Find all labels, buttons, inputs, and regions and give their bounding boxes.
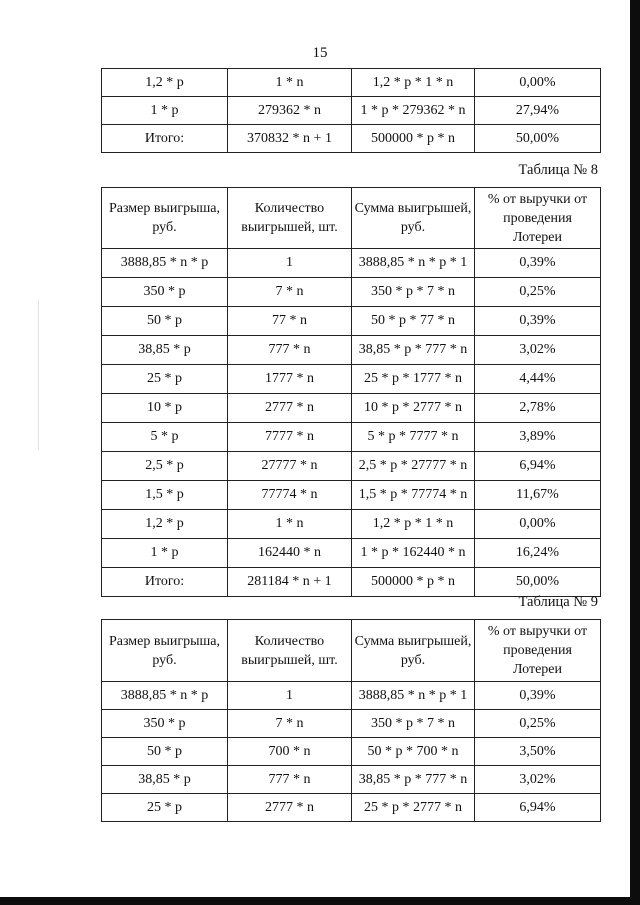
- table-cell: Итого:: [102, 125, 228, 153]
- table-cell: 5 * p * 7777 * n: [352, 423, 475, 452]
- header-cell: Количество выигрышей, шт.: [228, 620, 352, 682]
- table-cell: 0,25%: [475, 278, 601, 307]
- table-cell: 162440 * n: [228, 539, 352, 568]
- table-cell: 1 * n: [228, 69, 352, 97]
- table-cell: 370832 * n + 1: [228, 125, 352, 153]
- header-cell: % от выручки от проведения Лотереи: [475, 188, 601, 249]
- table-cell: 700 * n: [228, 738, 352, 766]
- table-cell: 50 * p: [102, 307, 228, 336]
- table-cell: 350 * p * 7 * n: [352, 278, 475, 307]
- table-header: [102, 188, 601, 249]
- table-row: [102, 423, 601, 452]
- table-row: [102, 710, 601, 738]
- table-cell: 3,02%: [475, 766, 601, 794]
- table-continued: [101, 68, 601, 153]
- table-cell: 1777 * n: [228, 365, 352, 394]
- table-cell: 0,39%: [475, 307, 601, 336]
- table-cell: 5 * p: [102, 423, 228, 452]
- table-cell: 777 * n: [228, 766, 352, 794]
- table-cell: 27777 * n: [228, 452, 352, 481]
- scan-edge-bottom: [0, 897, 640, 905]
- table-cell: 0,25%: [475, 710, 601, 738]
- table-9: [101, 619, 601, 822]
- table-row: [102, 336, 601, 365]
- table-cell: 2777 * n: [228, 394, 352, 423]
- table-row: [102, 69, 601, 97]
- table-cell: 10 * p: [102, 394, 228, 423]
- table-cell: 25 * p * 2777 * n: [352, 794, 475, 822]
- table-cell: 1 * n: [228, 510, 352, 539]
- table-cell: 25 * p: [102, 365, 228, 394]
- table8-caption: Таблица № 8: [518, 162, 598, 178]
- table-row: [102, 365, 601, 394]
- table-cell: 0,39%: [475, 682, 601, 710]
- table-cell: 38,85 * p: [102, 336, 228, 365]
- scan-margin-mark: [38, 300, 39, 450]
- table-header: [102, 620, 601, 682]
- table-cell: 2,78%: [475, 394, 601, 423]
- table-cell: 1,5 * p * 77774 * n: [352, 481, 475, 510]
- table-cell: 1: [228, 249, 352, 278]
- table-cell: 1 * p: [102, 97, 228, 125]
- table-cell: 38,85 * p: [102, 766, 228, 794]
- table-cell: 3888,85 * n * p * 1: [352, 682, 475, 710]
- table-cell: 6,94%: [475, 794, 601, 822]
- table-cell: 0,00%: [475, 69, 601, 97]
- table-cell: 25 * p: [102, 794, 228, 822]
- total-row: [102, 568, 601, 597]
- table-cell: 0,39%: [475, 249, 601, 278]
- table-cell: 1 * p * 279362 * n: [352, 97, 475, 125]
- table-row: [102, 766, 601, 794]
- table-cell: 1 * p * 162440 * n: [352, 539, 475, 568]
- table-row: [102, 510, 601, 539]
- table-cell: 11,67%: [475, 481, 601, 510]
- table-cell: 500000 * p * n: [352, 125, 475, 153]
- table-cell: 350 * p: [102, 710, 228, 738]
- table-body: [102, 682, 601, 822]
- table-row: [102, 249, 601, 278]
- header-cell: Сумма выигрышей, руб.: [352, 188, 475, 249]
- table-cell: 27,94%: [475, 97, 601, 125]
- table-cell: 1: [228, 682, 352, 710]
- table-cell: 25 * p * 1777 * n: [352, 365, 475, 394]
- scan-edge-gap: [628, 0, 630, 905]
- table-row: [102, 278, 601, 307]
- table-cell: 2,5 * p: [102, 452, 228, 481]
- table-cell: 3888,85 * n * p * 1: [352, 249, 475, 278]
- table-cell: 6,94%: [475, 452, 601, 481]
- table-row: [102, 481, 601, 510]
- table-cell: 7777 * n: [228, 423, 352, 452]
- table-row: [102, 307, 601, 336]
- table-row: [102, 738, 601, 766]
- table-body: [102, 69, 601, 153]
- table-cell: 4,44%: [475, 365, 601, 394]
- table-cell: 77774 * n: [228, 481, 352, 510]
- table-cell: 7 * n: [228, 278, 352, 307]
- table-row: [102, 97, 601, 125]
- header-cell: Размер выигрыша, руб.: [102, 188, 228, 249]
- table-8: [101, 187, 601, 597]
- table-cell: 3888,85 * n * p: [102, 249, 228, 278]
- table-cell: 500000 * p * n: [352, 568, 475, 597]
- table-row: [102, 394, 601, 423]
- table-cell: 1,5 * p: [102, 481, 228, 510]
- table-cell: 0,00%: [475, 510, 601, 539]
- table-cell: 279362 * n: [228, 97, 352, 125]
- table-cell: 50,00%: [475, 125, 601, 153]
- table-cell: 3,89%: [475, 423, 601, 452]
- table-row: [102, 682, 601, 710]
- table-row: [102, 794, 601, 822]
- table-cell: 50 * p * 77 * n: [352, 307, 475, 336]
- header-cell: Сумма выигрышей, руб.: [352, 620, 475, 682]
- table-cell: 50 * p: [102, 738, 228, 766]
- table-cell: 2777 * n: [228, 794, 352, 822]
- table-cell: 3,02%: [475, 336, 601, 365]
- header-cell: Размер выигрыша, руб.: [102, 620, 228, 682]
- table-cell: Итого:: [102, 568, 228, 597]
- table-cell: 50,00%: [475, 568, 601, 597]
- table-body: [102, 249, 601, 597]
- table-cell: 1,2 * p: [102, 69, 228, 97]
- page-number: 15: [312, 45, 328, 61]
- table-cell: 1 * p: [102, 539, 228, 568]
- table-cell: 281184 * n + 1: [228, 568, 352, 597]
- table-cell: 1,2 * p: [102, 510, 228, 539]
- table-cell: 3,50%: [475, 738, 601, 766]
- table-row: [102, 452, 601, 481]
- table-cell: 38,85 * p * 777 * n: [352, 766, 475, 794]
- table-cell: 350 * p: [102, 278, 228, 307]
- table-cell: 1,2 * p * 1 * n: [352, 69, 475, 97]
- table-cell: 16,24%: [475, 539, 601, 568]
- table-cell: 350 * p * 7 * n: [352, 710, 475, 738]
- table-cell: 38,85 * p * 777 * n: [352, 336, 475, 365]
- table-cell: 1,2 * p * 1 * n: [352, 510, 475, 539]
- table-cell: 10 * p * 2777 * n: [352, 394, 475, 423]
- header-cell: Количество выигрышей, шт.: [228, 188, 352, 249]
- table-cell: 2,5 * p * 27777 * n: [352, 452, 475, 481]
- table-cell: 77 * n: [228, 307, 352, 336]
- table-cell: 7 * n: [228, 710, 352, 738]
- header-cell: % от выручки от проведения Лотереи: [475, 620, 601, 682]
- table9-caption: Таблица № 9: [518, 594, 598, 610]
- table-cell: 777 * n: [228, 336, 352, 365]
- table-row: [102, 539, 601, 568]
- table-cell: 50 * p * 700 * n: [352, 738, 475, 766]
- total-row: [102, 125, 601, 153]
- table-cell: 3888,85 * n * p: [102, 682, 228, 710]
